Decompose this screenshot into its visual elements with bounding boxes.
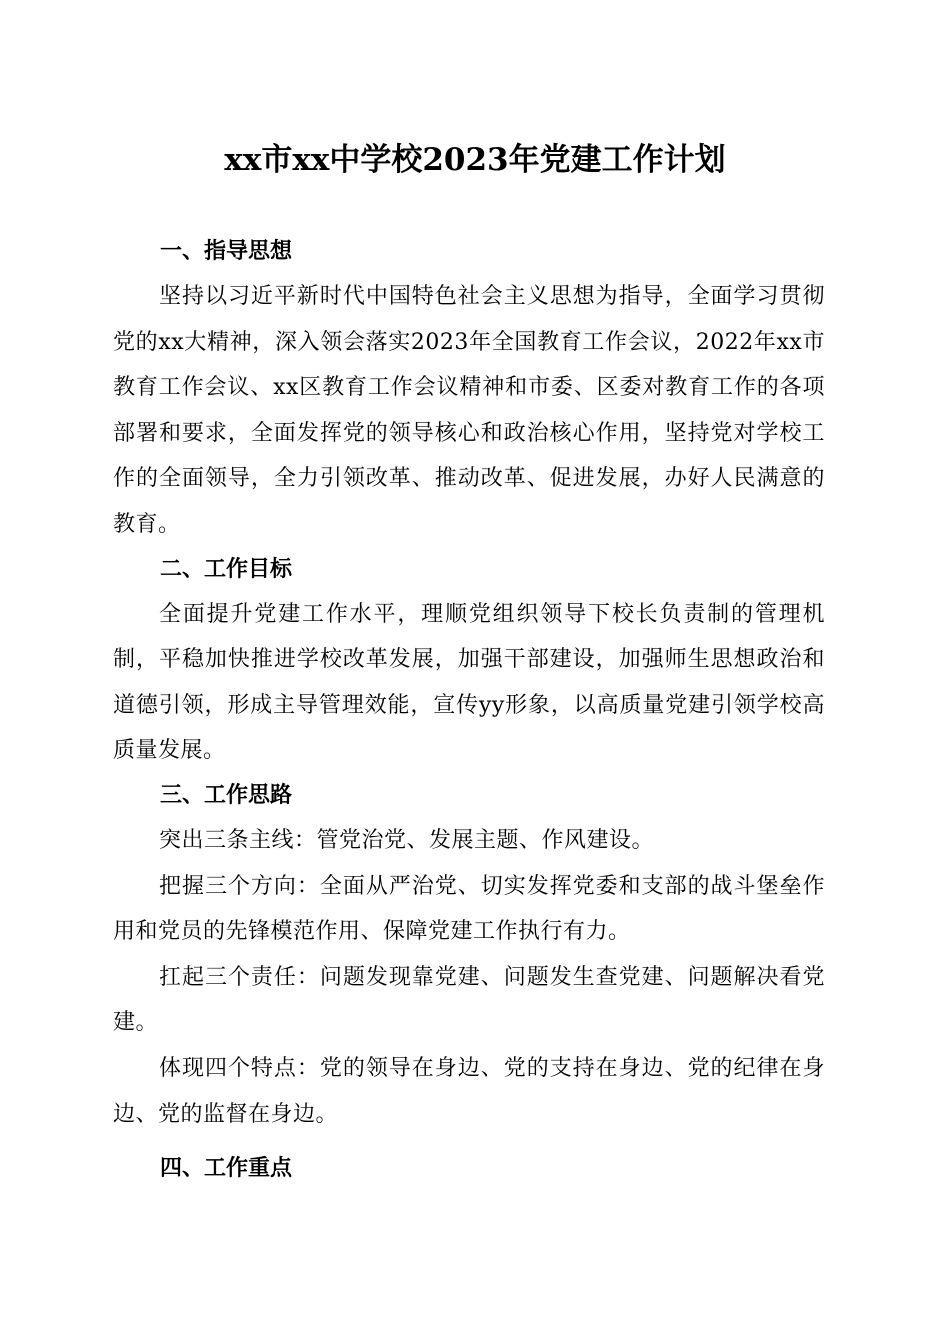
paragraph: 突出三条主线：管党治党、发展主题、作风建设。: [159, 827, 655, 853]
paragraph: 体现四个特点：党的领导在身边、党的支持在身边、党的纪律在身边、党的监督在身边。: [113, 1055, 825, 1127]
paragraph: 扛起三个责任：问题发现靠党建、问题发生查党建、问题解决看党建。: [113, 964, 825, 1036]
section-heading: 二、工作目标: [160, 556, 293, 582]
section-work-priorities: [113, 1147, 825, 1191]
section-heading: 四、工作重点: [160, 1156, 293, 1182]
paragraph: 坚持以习近平新时代中国特色社会主义思想为指导，全面学习贯彻党的xx大精神，深入领会落实2023年全国教育工作会议，2022年xx市教育工作会议、xx区教育工作会议精神和市委、区委对教育工作的各项部署和要求，全面发挥党的领导核心和政治核心作用，坚持党对学校工作的全面领导，全力引领改革、推动改革、促进发展，办好人民满意的教育。: [113, 284, 825, 537]
section-work-goals: [113, 548, 825, 774]
document-body: [113, 230, 825, 1191]
section-heading: 三、工作思路: [160, 782, 293, 808]
section-work-approach: [113, 774, 825, 1137]
paragraph: 把握三个方向：全面从严治党、切实发挥党委和支部的战斗堡垒作用和党员的先锋模范作用、保障党建工作执行有力。: [113, 873, 825, 945]
section-heading: 一、指导思想: [160, 239, 293, 264]
paragraph: 全面提升党建工作水平，理顺党组织领导下校长负责制的管理机制，平稳加快推进学校改革发展，加强干部建设，加强师生思想政治和道德引领，形成主导管理效能，宣传yy形象，以高质量党建引领学校高质量发展。: [113, 601, 825, 764]
section-guiding-ideology: [113, 230, 825, 548]
document-title: xx市xx中学校2023年党建工作计划: [224, 142, 726, 178]
